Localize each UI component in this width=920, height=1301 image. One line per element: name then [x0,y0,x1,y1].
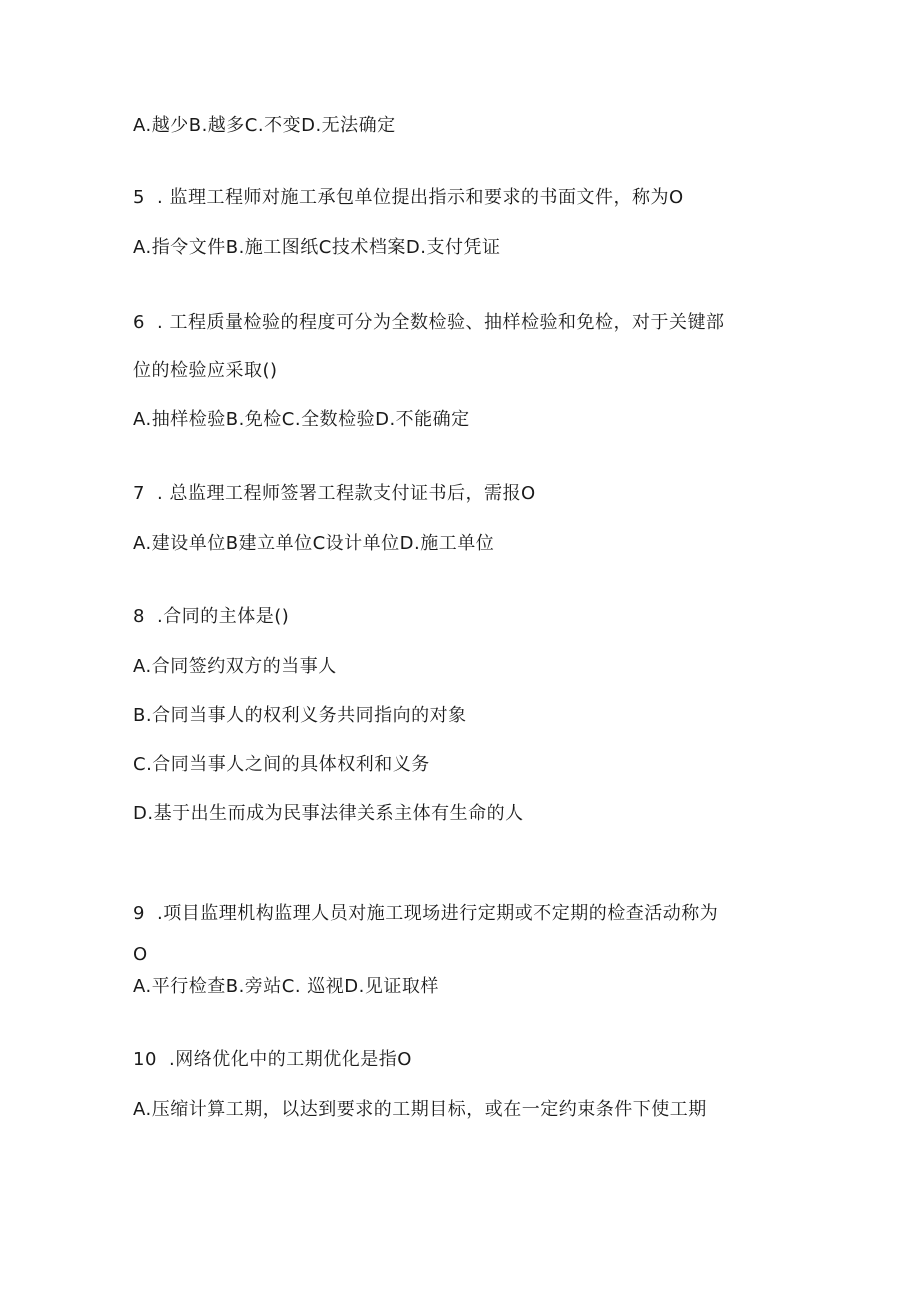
q8-option-c: C.合同当事人之间的具体权利和义务 [133,754,430,775]
q8-option-d: D.基于出生而成为民事法律关系主体有生命的人 [133,803,524,824]
q6-stem: 6 . 工程质量检验的程度可分为全数检验、抽样检验和免检，对于关键部 [133,312,725,333]
q7-options: A.建设单位B建立单位C设计单位D.施工单位 [133,533,495,554]
q10-stem: 10 .网络优化中的工期优化是指O [133,1049,412,1070]
question-number: 6 [133,312,145,333]
q9-stem-continued: O [133,944,148,965]
q4-options: A.越少B.越多C.不变D.无法确定 [133,115,396,136]
q9-options: A.平行检查B.旁站C. 巡视D.见证取样 [133,976,439,997]
q8-option-b: B.合同当事人的权利义务共同指向的对象 [133,705,467,726]
question-number: 10 [133,1049,157,1070]
q10-option-a: A.压缩计算工期，以达到要求的工期目标，或在一定约束条件下使工期 [133,1099,707,1120]
q7-stem: 7 . 总监理工程师签署工程款支付证书后，需报O [133,483,536,504]
q8-option-a: A.合同签约双方的当事人 [133,656,337,677]
q6-options: A.抽样检验B.免检C.全数检验D.不能确定 [133,409,470,430]
question-number: 8 [133,606,145,627]
q5-options: A.指令文件B.施工图纸C技术档案D.支付凭证 [133,237,501,258]
q6-stem-continued: 位的检验应采取() [133,360,278,381]
q8-stem: 8 .合同的主体是() [133,606,290,627]
question-number: 5 [133,187,145,208]
question-number: 7 [133,483,145,504]
q9-stem: 9 .项目监理机构监理人员对施工现场进行定期或不定期的检查活动称为 [133,903,719,924]
question-number: 9 [133,903,145,924]
q5-stem: 5 . 监理工程师对施工承包单位提出指示和要求的书面文件，称为O [133,187,684,208]
